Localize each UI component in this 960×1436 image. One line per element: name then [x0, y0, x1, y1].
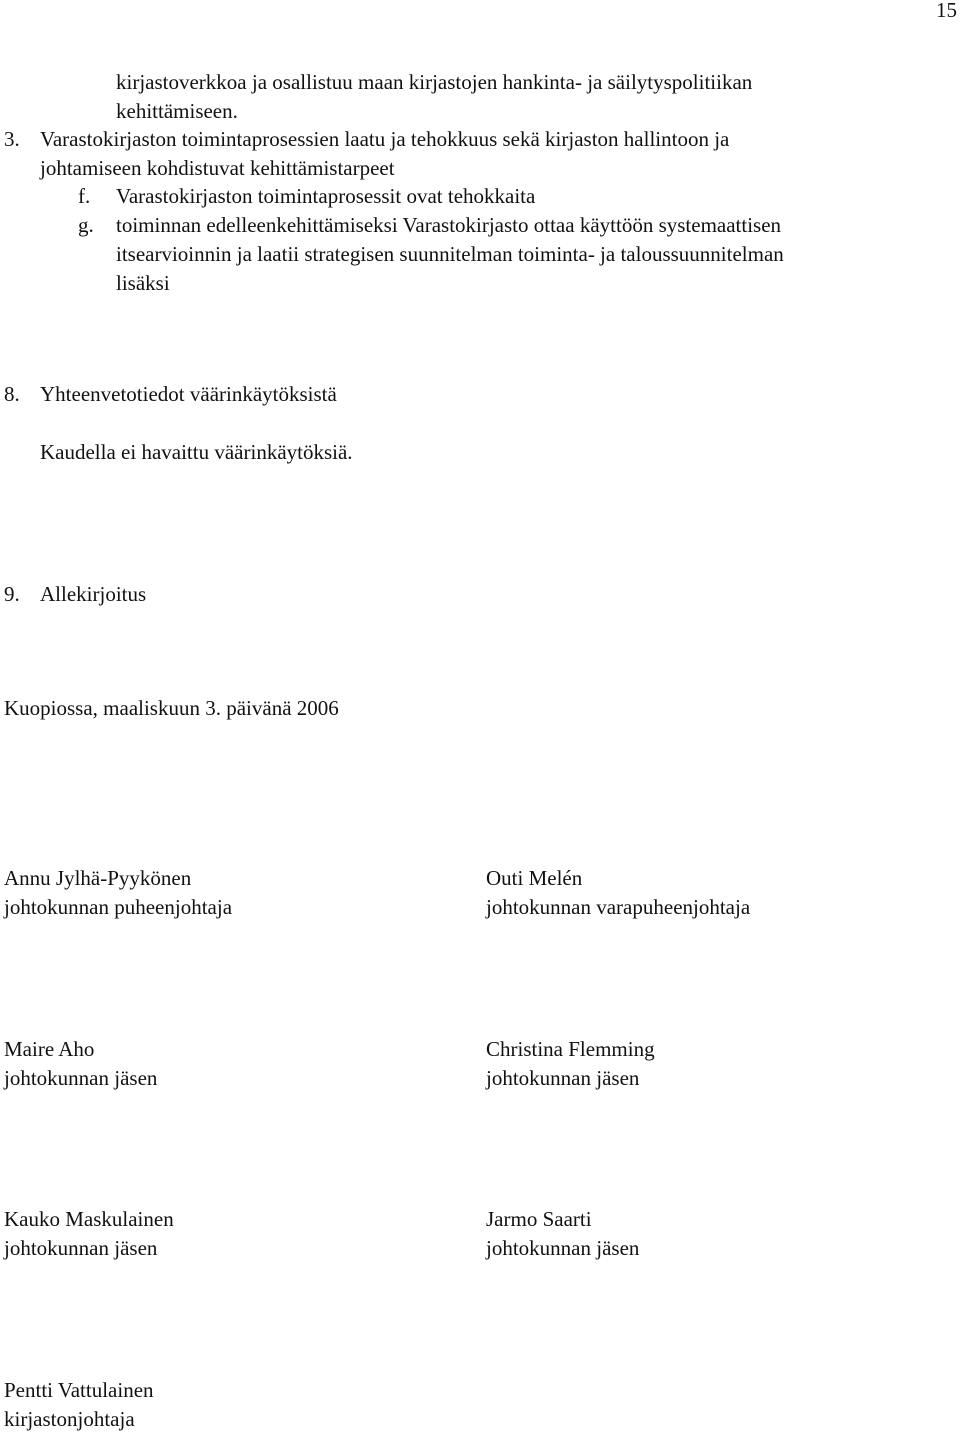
sub-item-g	[78, 211, 781, 240]
section-number: 9.	[4, 582, 20, 606]
signatory-name: Annu Jylhä-Pyykönen	[4, 866, 192, 890]
section-8-heading	[4, 380, 337, 409]
signatory-name: Christina Flemming	[486, 1037, 655, 1061]
page-number: 15	[936, 0, 957, 22]
section-title: Yhteenvetotiedot väärinkäytöksistä	[40, 382, 337, 406]
section-title: Allekirjoitus	[40, 582, 147, 606]
signatory-name: Outi Melén	[486, 866, 583, 890]
signatory-title: johtokunnan varapuheenjohtaja	[486, 895, 751, 919]
signature-block	[4, 1035, 157, 1093]
signatory-name: Kauko Maskulainen	[4, 1207, 174, 1231]
signatory-title: johtokunnan jäsen	[486, 1236, 640, 1260]
signatory-name: Jarmo Saarti	[486, 1207, 592, 1231]
continuation-paragraph	[116, 68, 752, 126]
text-line: Varastokirjaston toimintaprosessien laatu ja tehokkuus sekä kirjaston hallintoon ja	[40, 127, 730, 151]
text-line: kehittämiseen.	[116, 99, 238, 123]
sub-item-g-continuation	[116, 240, 784, 298]
text-line: lisäksi	[116, 271, 170, 295]
text-line: toiminnan edelleenkehittämiseksi Varastokirjasto ottaa käyttöön systemaattisen	[116, 213, 782, 237]
sub-item-f	[78, 182, 535, 211]
signatory-name: Pentti Vattulainen	[4, 1378, 154, 1402]
signatory-title: kirjastonjohtaja	[4, 1407, 135, 1431]
signature-block	[4, 1205, 174, 1263]
signatory-title: johtokunnan jäsen	[4, 1236, 158, 1260]
signatory-title: johtokunnan puheenjohtaja	[4, 895, 233, 919]
signatory-title: johtokunnan jäsen	[4, 1066, 158, 1090]
signatory-name: Maire Aho	[4, 1037, 95, 1061]
place-and-date: Kuopiossa, maaliskuun 3. päivänä 2006	[4, 696, 339, 720]
text-line: kirjastoverkkoa ja osallistuu maan kirjastojen hankinta- ja säilytyspolitiikan	[116, 70, 753, 94]
text-line: Varastokirjaston toimintaprosessit ovat tehokkaita	[116, 184, 536, 208]
section-9-heading	[4, 580, 146, 609]
signature-block	[4, 864, 232, 922]
signature-block	[486, 1035, 655, 1093]
signatory-title: johtokunnan jäsen	[486, 1066, 640, 1090]
signature-block	[4, 1376, 154, 1434]
list-item-number: 3.	[4, 127, 20, 151]
text-line: johtamiseen kohdistuvat kehittämistarpeet	[40, 156, 395, 180]
section-8-text: Kaudella ei havaittu väärinkäytöksiä.	[40, 440, 353, 464]
signature-block	[486, 1205, 639, 1263]
text-line: itsearvioinnin ja laatii strategisen suunnitelman toiminta- ja taloussuunnitelman	[116, 242, 784, 266]
list-item-3	[4, 125, 729, 154]
sub-item-letter: g.	[78, 213, 94, 237]
signature-block	[486, 864, 750, 922]
section-number: 8.	[4, 382, 20, 406]
sub-item-letter: f.	[78, 184, 91, 208]
